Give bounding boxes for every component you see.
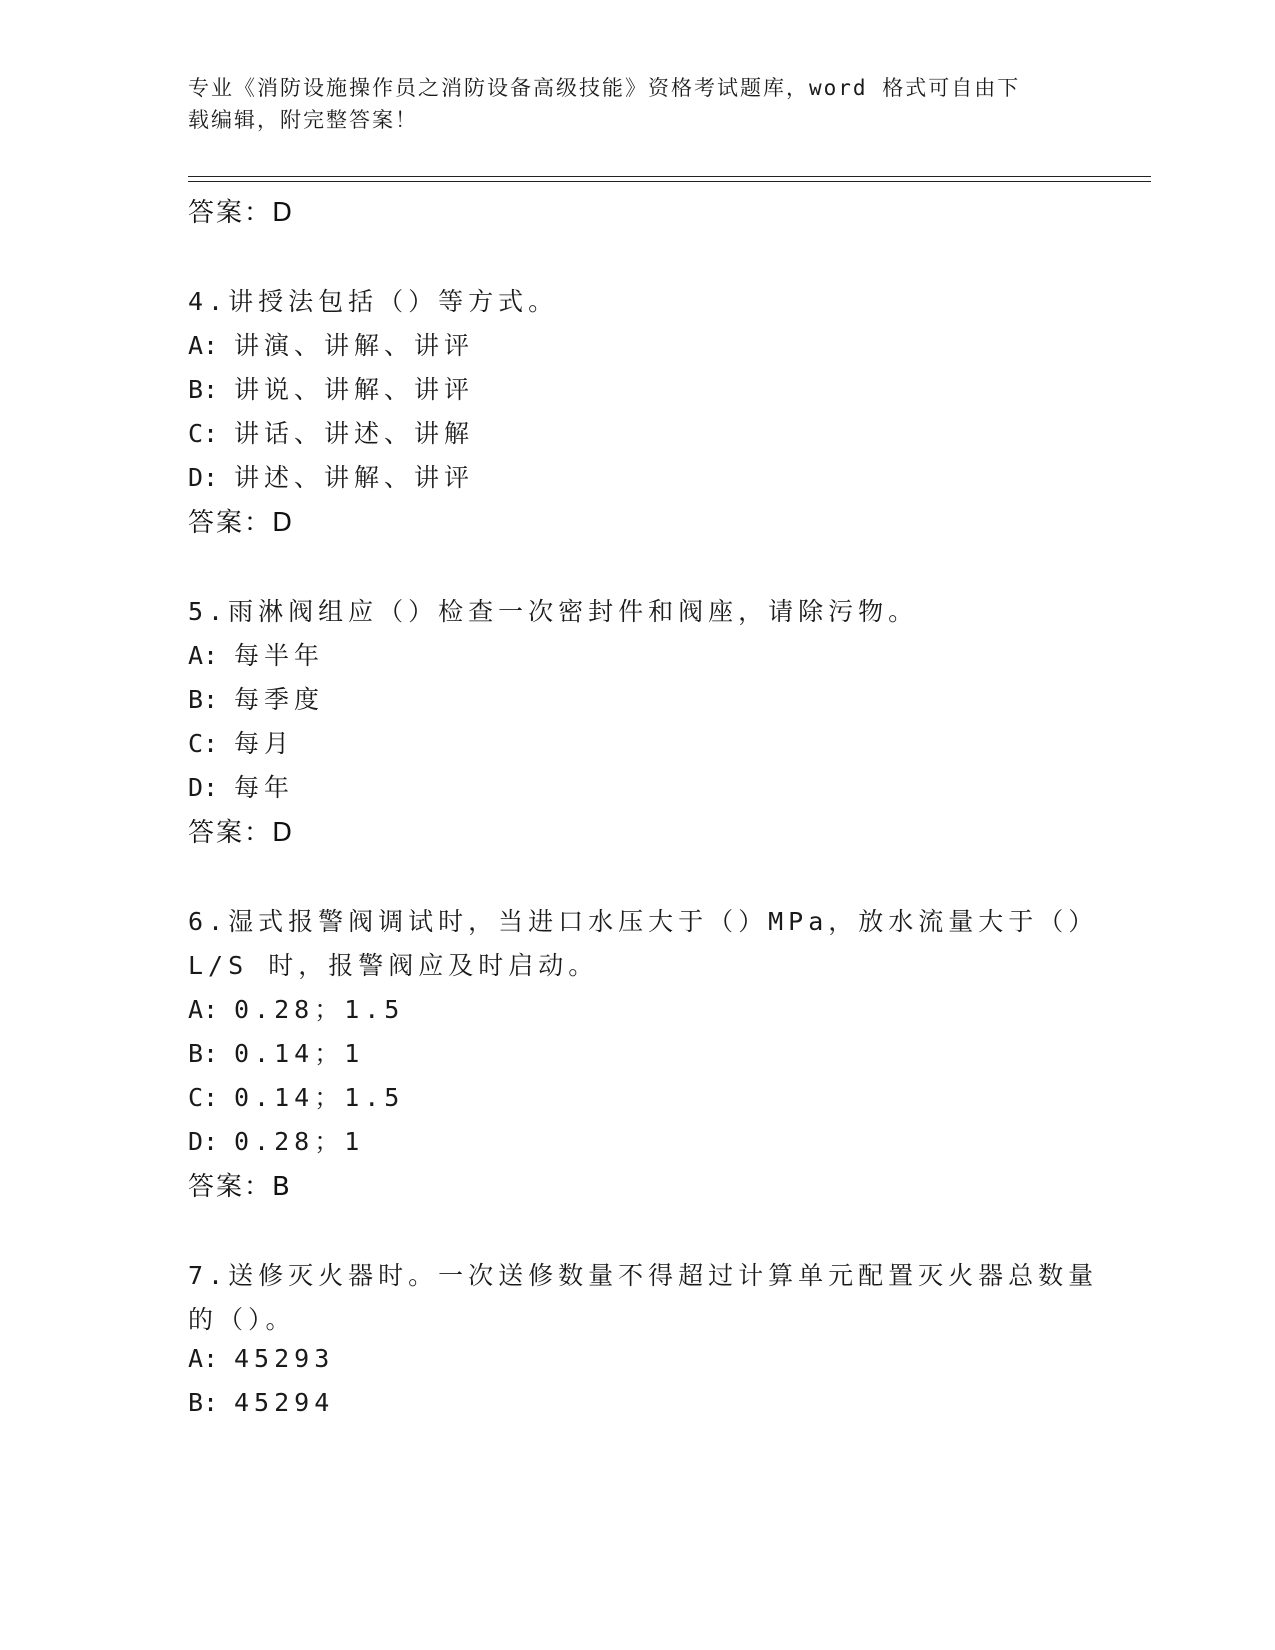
question-stem: 5.雨淋阀组应（）检查一次密封件和阀座，请除污物。: [188, 597, 919, 626]
question-stem: 4.讲授法包括（）等方式。: [188, 287, 559, 316]
option-text: 0.28；1: [234, 1127, 365, 1156]
option-text: 讲演、讲解、讲评: [234, 331, 475, 360]
option-label: B:: [188, 1039, 219, 1068]
option-text: 45293: [234, 1344, 335, 1373]
option-label: A:: [188, 641, 219, 670]
option-label: C:: [188, 1083, 219, 1112]
option-label: D:: [188, 463, 219, 492]
option-text: 45294: [234, 1388, 335, 1417]
document-header: [188, 72, 1068, 136]
option-text: 每半年: [234, 641, 325, 670]
answer-line: 答案：D: [188, 508, 295, 538]
option-label: C:: [188, 729, 219, 758]
option-text: 每季度: [234, 685, 325, 714]
option-label: D:: [188, 1127, 219, 1156]
option-label: B:: [188, 375, 219, 404]
option-text: 讲述、讲解、讲评: [234, 463, 475, 492]
answer-line: 答案：D: [188, 198, 295, 228]
option-d: [188, 458, 474, 494]
answer-line: 答案：B: [188, 1172, 292, 1202]
option-label: C:: [188, 419, 219, 448]
header-divider-top: [188, 176, 1151, 177]
option-d: [188, 768, 294, 804]
option-label: A:: [188, 995, 219, 1024]
question-stem-continued: 的（）。: [188, 1305, 296, 1334]
option-b: [188, 1034, 364, 1070]
option-a: [188, 1344, 334, 1373]
option-label: A:: [188, 1344, 219, 1373]
option-c: [188, 414, 474, 450]
option-b: [188, 370, 474, 406]
option-label: B:: [188, 685, 219, 714]
option-d: [188, 1122, 364, 1158]
header-divider-bottom: [188, 181, 1151, 182]
answer-line: 答案：D: [188, 818, 295, 848]
option-c: [188, 1078, 404, 1114]
option-a: [188, 636, 324, 672]
question-stem: 7.送修灭火器时。一次送修数量不得超过计算单元配置灭火器总数量: [188, 1261, 1099, 1290]
option-text: 讲说、讲解、讲评: [234, 375, 475, 404]
option-text: 0.14；1: [234, 1039, 365, 1068]
option-text: 0.28；1.5: [234, 995, 405, 1024]
option-text: 讲话、讲述、讲解: [234, 419, 475, 448]
option-a: [188, 326, 474, 362]
option-b: [188, 1388, 334, 1417]
option-text: 0.14；1.5: [234, 1083, 405, 1112]
option-a: [188, 990, 404, 1026]
option-label: D:: [188, 773, 219, 802]
question-stem: 6.湿式报警阀调试时，当进口水压大于（）MPa，放水流量大于（）: [188, 907, 1099, 936]
option-text: 每月: [234, 729, 295, 758]
option-label: B:: [188, 1388, 219, 1417]
option-c: [188, 724, 294, 760]
option-text: 每年: [234, 773, 295, 802]
header-line-2: 载编辑，附完整答案！: [188, 108, 418, 132]
header-line-1: 专业《消防设施操作员之消防设备高级技能》资格考试题库，word 格式可自由下: [188, 76, 1021, 100]
option-label: A:: [188, 331, 219, 360]
question-stem-continued: L/S 时，报警阀应及时启动。: [188, 951, 599, 980]
option-b: [188, 680, 324, 716]
